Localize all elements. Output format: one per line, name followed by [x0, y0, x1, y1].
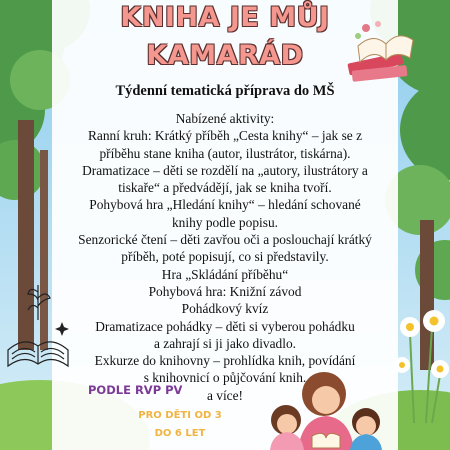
activities-heading: Nabízené aktivity: — [175, 111, 275, 126]
activity-line: Dramatizace – děti se rozdělí na „autory, ilustrátory a — [82, 162, 368, 178]
activity-line: Dramatizace pohádky – děti si vyberou pohádku — [95, 318, 355, 334]
activity-line: Ranní kruh: Krátký příběh „Cesta knihy“ – jak se z — [87, 128, 363, 144]
activity-line: s knihovnicí o půjčování knih. — [143, 370, 307, 386]
rvp-label: PODLE RVP PV — [88, 383, 183, 397]
activity-line: Exkurze do knihovny – prohlídka knih, povídání — [94, 353, 356, 369]
activity-line: Senzorické čtení – děti zavřou oči a poslouchají krátký — [78, 232, 372, 248]
age-range-line2: DO 6 LET — [154, 428, 206, 439]
age-range-line1: PRO DĚTI OD 3 — [138, 410, 222, 421]
activity-line: a zahrají si ji jako divadlo. — [153, 335, 297, 351]
activity-line: tiskaře“ a předvádějí, jak se kniha tvoří. — [118, 180, 332, 196]
activity-line: příběh, poté popisují, co si představily. — [121, 249, 329, 265]
activity-line: Pohybová hra „Hledání knihy“ – hledání schované — [89, 197, 361, 213]
activity-line: Pohádkový kvíz — [181, 301, 269, 317]
activity-line: a více! — [206, 387, 244, 403]
poster-title-line1: KNIHA JE MŮJ — [120, 2, 330, 33]
subtitle: Týdenní tematická příprava do MŠ — [115, 83, 335, 99]
activity-line: Hra „Skládání příběhu“ — [161, 266, 289, 282]
activity-line: knihy podle popisu. — [171, 214, 278, 230]
activities-list — [58, 110, 392, 404]
activity-line: Pohybová hra: Knižní závod — [148, 283, 302, 299]
activity-line: příběhu stane kniha (autor, ilustrátor, tiskárna). — [99, 145, 351, 161]
daisy-flowers-icon — [392, 305, 450, 425]
poster-title-line2: KAMARÁD — [146, 40, 304, 71]
